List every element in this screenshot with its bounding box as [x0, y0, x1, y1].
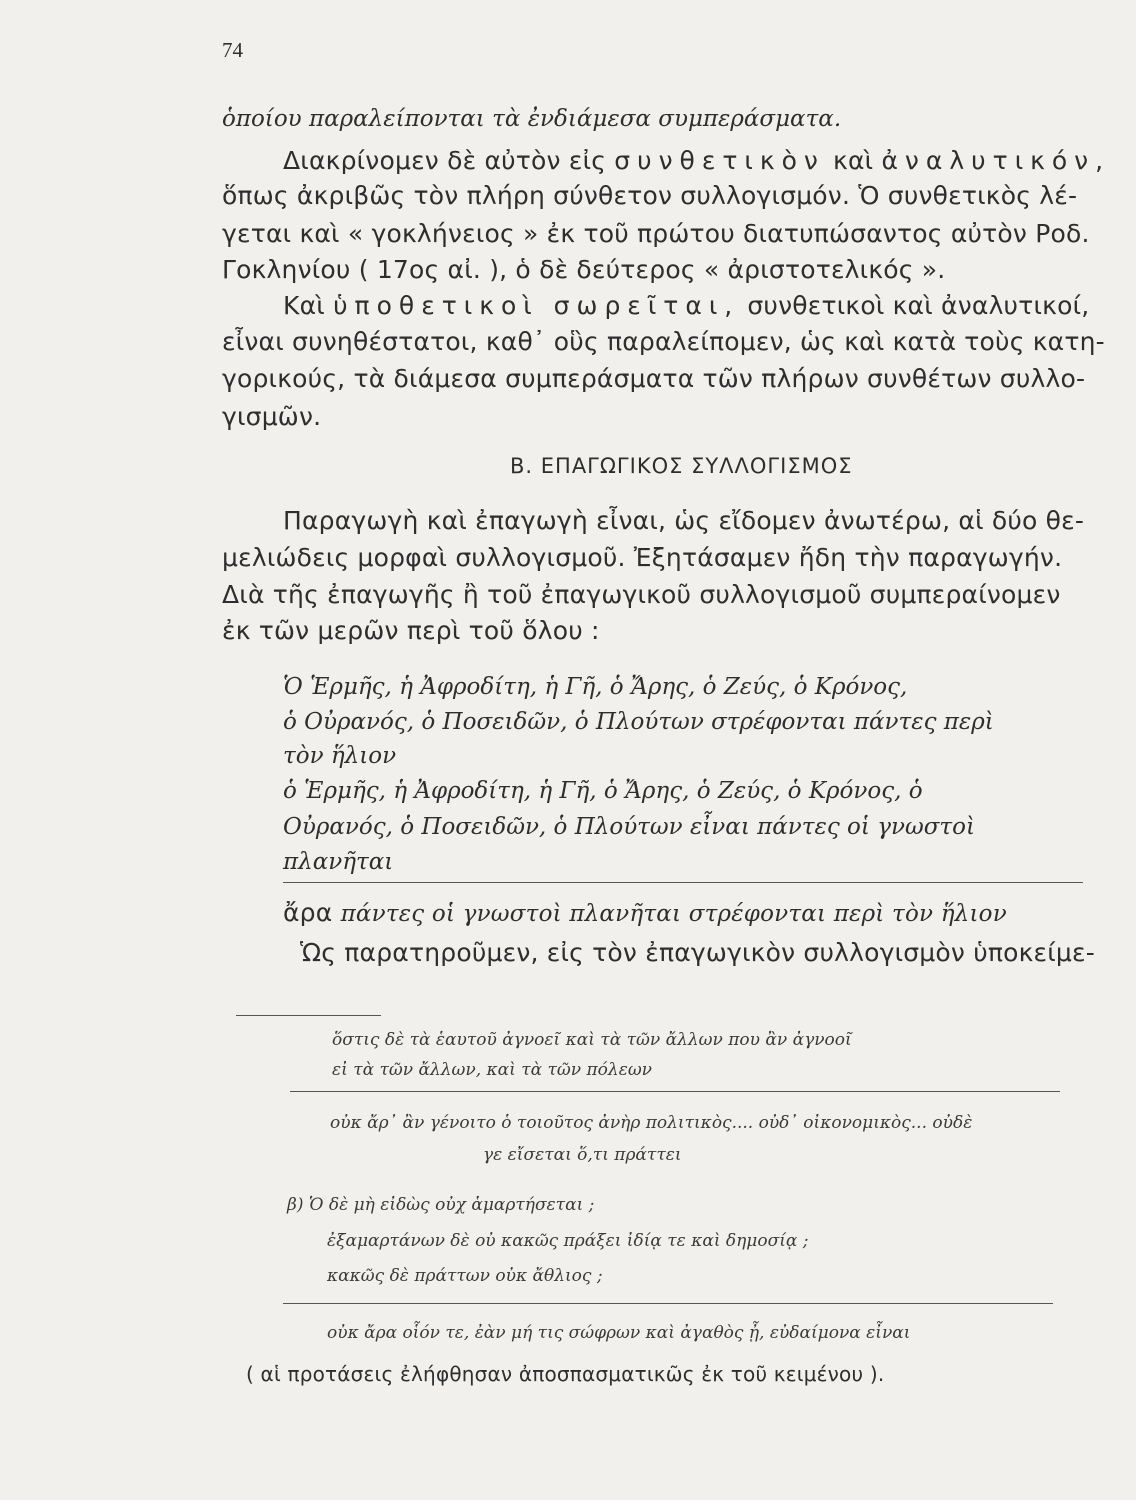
footnote-line: γε εἴσεται ὅ,τι πράττει — [483, 1145, 682, 1165]
example-line: Ὁ Ἑρμῆς, ἡ Ἀφροδίτη, ἡ Γῆ, ὁ Ἄρης, ὁ Ζεύς, ὁ Κρόνος, — [283, 674, 908, 700]
footnote-line: εἰ τὰ τῶν ἄλλων, καὶ τὰ τῶν πόλεων — [332, 1060, 653, 1080]
footnote-line: β) Ὁ δὲ μὴ εἰδὼς οὐχ ἁμαρτήσεται ; — [287, 1195, 595, 1215]
text-line: γεται καὶ « γοκλήνειος » ἐκ τοῦ πρώτου διατυπώσαντος αὐτὸν Ροδ. — [222, 219, 1090, 248]
text-line: Παραγωγὴ καὶ ἐπαγωγὴ εἶναι, ὡς εἴδομεν ἀνωτέρω, αἱ δύο θε- — [283, 506, 1085, 535]
footnote-separator — [236, 1015, 381, 1016]
footnote-line: ὅστις δὲ τὰ ἑαυτοῦ ἀγνοεῖ καὶ τὰ τῶν ἄλλων που ἂν ἀγνοοῖ — [332, 1030, 852, 1050]
footnote-note: ( αἱ προτάσεις ἐλήφθησαν ἀποσπασματικῶς ἐκ τοῦ κειμένου ). — [246, 1362, 885, 1386]
text-line — [283, 293, 1089, 318]
text-run: συνθετικοὶ καὶ ἀναλυτικοί, — [747, 291, 1090, 320]
emphasized-term: ὑποθετικοὶ σωρεῖται, — [333, 291, 740, 320]
text-line: γορικούς, τὰ διάμεσα συμπεράσματα τῶν πλήρων συνθέτων συλλο- — [222, 364, 1086, 393]
page-number: 74 — [222, 38, 243, 62]
text-line: ὁποίου παραλείπονται τὰ ἐνδιάμεσα συμπεράσματα. — [222, 106, 842, 132]
footnote-divider — [290, 1091, 1060, 1092]
syllogism-divider — [283, 882, 1083, 883]
example-line: πλανῆται — [283, 849, 394, 875]
text-line: γισμῶν. — [222, 402, 322, 431]
text-line: εἶναι συνηθέστατοι, καθ᾽ οὓς παραλείπομεν, ὡς καὶ κατὰ τοὺς κατη- — [222, 327, 1105, 356]
emphasized-term: συνθετικὸν — [614, 146, 825, 175]
section-heading: Β. ΕΠΑΓΩΓΙΚΟΣ ΣΥΛΛΟΓΙΣΜΟΣ — [510, 454, 853, 478]
example-line: ὁ Ἑρμῆς, ἡ Ἀφροδίτη, ἡ Γῆ, ὁ Ἄρης, ὁ Ζεύς, ὁ Κρόνος, ὁ — [283, 778, 923, 804]
example-line: τὸν ἥλιον — [283, 743, 397, 769]
text-line: Ὡς παρατηροῦμεν, εἰς τὸν ἐπαγωγικὸν συλλογισμὸν ὑποκείμε- — [300, 938, 1095, 967]
text-line: ἐκ τῶν μερῶν περὶ τοῦ ὅλου : — [222, 616, 600, 645]
footnote-divider — [283, 1303, 1053, 1304]
footnote-line: οὐκ ἄρα οἷόν τε, ἐὰν μή τις σώφρων καὶ ἀγαθὸς ᾖ, εὐδαίμονα εἶναι — [327, 1323, 911, 1343]
text-run: ἄρα — [283, 898, 333, 927]
text-line: Γοκληνίου ( 17ος αἰ. ), ὁ δὲ δεύτερος « ἀριστοτελικός ». — [222, 255, 946, 284]
text-line — [283, 148, 1110, 173]
footnote-line: κακῶς δὲ πράττων οὐκ ἄθλιος ; — [327, 1266, 603, 1286]
text-run: Διακρίνομεν δὲ αὐτὸν εἰς — [283, 146, 607, 175]
emphasized-term: ἀναλυτικόν, — [881, 146, 1111, 175]
text-run: καὶ — [833, 146, 874, 175]
text-line: μελιώδεις μορφαὶ συλλογισμοῦ. Ἐξητάσαμεν ἤδη τὴν παραγωγήν. — [222, 543, 1063, 572]
footnote-line: οὐκ ἄρ᾽ ἂν γένοιτο ὁ τοιοῦτος ἀνὴρ πολιτικὸς.... οὐδ᾽ οἰκονομικὸς... οὐδὲ — [330, 1113, 973, 1133]
conclusion-text: πάντες οἱ γνωστοὶ πλανῆται στρέφονται περὶ τὸν ἥλιον — [340, 901, 1007, 927]
footnote-line: ἐξαμαρτάνων δὲ οὐ κακῶς πράξει ἰδίᾳ τε καὶ δημοσίᾳ ; — [327, 1231, 809, 1251]
example-line: ὁ Οὐρανός, ὁ Ποσειδῶν, ὁ Πλούτων στρέφονται πάντες περὶ — [283, 709, 994, 735]
conclusion-line — [283, 900, 1007, 926]
example-line: Οὐρανός, ὁ Ποσειδῶν, ὁ Πλούτων εἶναι πάντες οἱ γνωστοὶ — [283, 814, 975, 840]
text-line: Διὰ τῆς ἐπαγωγῆς ἢ τοῦ ἐπαγωγικοῦ συλλογισμοῦ συμπεραίνομεν — [222, 580, 1061, 609]
text-run: Καὶ — [283, 291, 325, 320]
text-line: ὅπως ἀκριβῶς τὸν πλήρη σύνθετον συλλογισμόν. Ὁ συνθετικὸς λέ- — [222, 181, 1078, 210]
